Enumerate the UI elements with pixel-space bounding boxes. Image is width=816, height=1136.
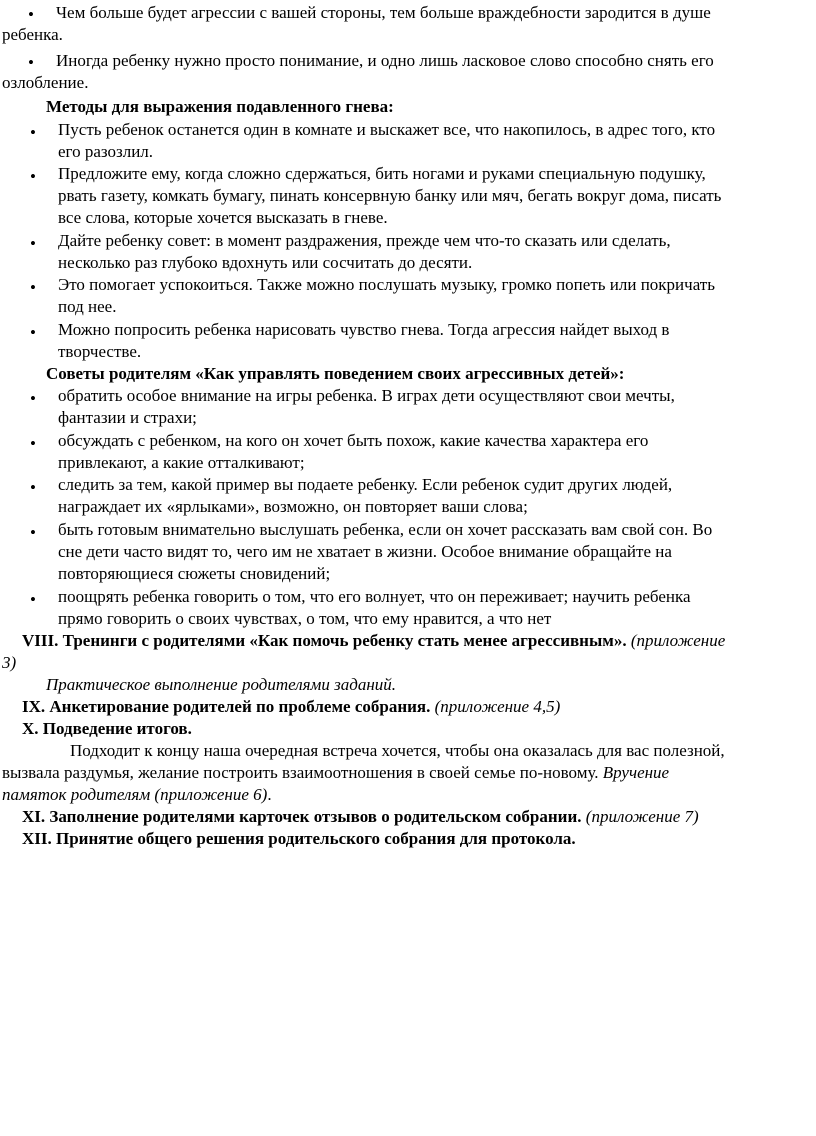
section-8-title: VIII. Тренинги с родителями «Как помочь ребенку стать менее агрессивным». xyxy=(22,631,627,650)
bullet-icon: • xyxy=(30,590,36,609)
bullet-icon: • xyxy=(30,389,36,408)
bullet-icon: • xyxy=(30,523,36,542)
list-item-line: обратить особое внимание на игры ребенка. В играх дети осуществляют свои мечты, xyxy=(58,386,675,405)
section-10-para-italic: памяток родителям (приложение 6) xyxy=(2,785,268,804)
list-item-line: привлекают, а какие отталкивают; xyxy=(58,453,305,472)
list-item-line: следить за тем, какой пример вы подаете ребенку. Если ребенок судит других людей, xyxy=(58,475,673,494)
section-8-appendix: (приложение xyxy=(630,631,726,650)
list-item-line: прямо говорить о своих чувствах, о том, что ему нравится, а что нет xyxy=(58,609,552,628)
list-item-line: Иногда ребенку нужно просто понимание, и одно лишь ласковое слово способно снять его xyxy=(56,51,714,70)
bullet-icon: • xyxy=(28,53,34,72)
list-item-line: озлобление. xyxy=(2,73,89,92)
list-item-line: быть готовым внимательно выслушать ребенка, если он хочет рассказать вам свой сон. Во xyxy=(58,520,713,539)
list-item-line: Предложите ему, когда сложно сдержаться, бить ногами и руками специальную подушку, xyxy=(58,164,706,183)
list-item-line: творчестве. xyxy=(58,342,142,361)
section-9-title: IX. Анкетирование родителей по проблеме собрания. xyxy=(22,697,431,716)
list-item-line: повторяющиеся сюжеты сновидений; xyxy=(58,564,331,583)
section-11-appendix: (приложение 7) xyxy=(585,807,699,826)
section-10-para-text: вызвала раздумья, желание построить взаимоотношения в своей семье по-новому. xyxy=(2,763,599,782)
section-10-title: X. Подведение итогов. xyxy=(22,719,192,738)
list-item-line: Пусть ребенок останется один в комнате и выскажет все, что накопилось, в адрес того, кто xyxy=(58,120,716,139)
section-10-para-end: . xyxy=(267,785,272,804)
list-item-line: под нее. xyxy=(58,297,117,316)
bullet-icon: • xyxy=(30,323,36,342)
bullet-icon: • xyxy=(28,5,34,24)
section-8-note: Практическое выполнение родителями заданий. xyxy=(46,675,397,694)
list-item-line: Можно попросить ребенка нарисовать чувство гнева. Тогда агрессия найдет выход в xyxy=(58,320,670,339)
section-8-title-line xyxy=(22,630,725,652)
list-item-line: несколько раз глубоко вдохнуть или сосчитать до десяти. xyxy=(58,253,473,272)
section-10-para-line xyxy=(2,762,669,784)
list-item-line: Чем больше будет агрессии с вашей стороны, тем больше враждебности зародится в душе xyxy=(56,3,711,22)
section-11-title: XI. Заполнение родителями карточек отзывов о родительском собрании. xyxy=(22,807,582,826)
section-10-para-italic: Вручение xyxy=(602,763,670,782)
section-10-para-line xyxy=(2,784,272,806)
list-item-line: ребенка. xyxy=(2,25,63,44)
list-item-line: поощрять ребенка говорить о том, что его волнует, что он переживает; научить ребенка xyxy=(58,587,691,606)
list-item-line: рвать газету, комкать бумагу, пинать консервную банку или мяч, бегать вокруг дома, писать xyxy=(58,186,722,205)
list-item-line: Дайте ребенку совет: в момент раздражения, прежде чем что-то сказать или сделать, xyxy=(58,231,671,250)
section-9-title-line xyxy=(22,696,560,718)
list-item-line: сне дети часто видят то, чего им не хватает в жизни. Особое внимание обращайте на xyxy=(58,542,672,561)
section-10-para-line: Подходит к концу наша очередная встреча хочется, чтобы она оказалась для вас полезной, xyxy=(70,741,725,760)
list-item-line: Это помогает успокоиться. Также можно послушать музыку, громко попеть или покричать xyxy=(58,275,715,294)
list-item-line: все слова, которые хочется высказать в гневе. xyxy=(58,208,388,227)
section-heading: Методы для выражения подавленного гнева: xyxy=(46,97,394,116)
section-9-appendix: (приложение 4,5) xyxy=(434,697,561,716)
list-item-line: фантазии и страхи; xyxy=(58,408,197,427)
bullet-icon: • xyxy=(30,167,36,186)
bullet-icon: • xyxy=(30,123,36,142)
section-heading: Советы родителям «Как управлять поведением своих агрессивных детей»: xyxy=(46,364,625,383)
list-item-line: награждает их «ярлыками», возможно, он повторяет ваши слова; xyxy=(58,497,528,516)
section-8-appendix-tail: 3) xyxy=(2,653,17,672)
section-12-title: XII. Принятие общего решения родительского собрания для протокола. xyxy=(22,829,576,848)
list-item-line: обсуждать с ребенком, на кого он хочет быть похож, какие качества характера его xyxy=(58,431,649,450)
bullet-icon: • xyxy=(30,278,36,297)
bullet-icon: • xyxy=(30,434,36,453)
bullet-icon: • xyxy=(30,234,36,253)
section-11-title-line xyxy=(22,806,699,828)
list-item-line: его разозлил. xyxy=(58,142,154,161)
bullet-icon: • xyxy=(30,478,36,497)
